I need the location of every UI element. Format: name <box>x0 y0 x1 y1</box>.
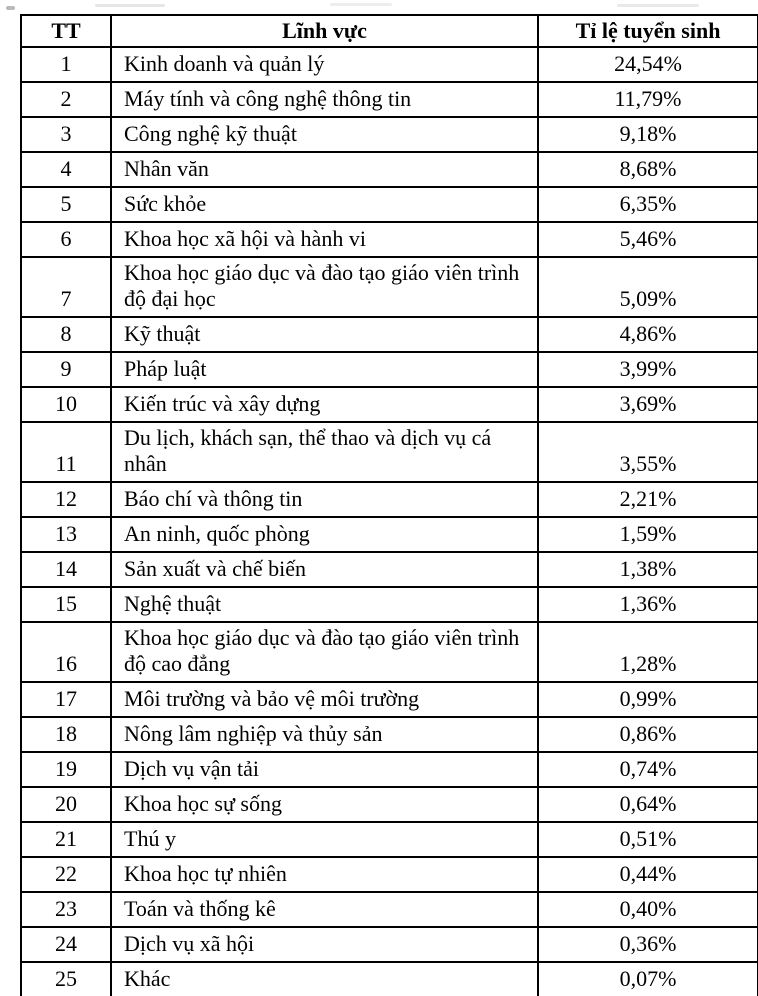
enrollment-rate: 6,35% <box>538 187 758 222</box>
table-row-15 <box>21 587 758 622</box>
row-number: 24 <box>21 927 111 962</box>
enrollment-rate: 11,79% <box>538 82 758 117</box>
row-number: 9 <box>21 352 111 387</box>
field-name: Toán và thống kê <box>111 892 538 927</box>
row-number: 17 <box>21 682 111 717</box>
row-number: 7 <box>21 257 111 317</box>
enrollment-rate: 0,44% <box>538 857 758 892</box>
row-number: 12 <box>21 482 111 517</box>
enrollment-rate: 4,86% <box>538 317 758 352</box>
scan-artifact <box>6 6 15 10</box>
field-name: Pháp luật <box>111 352 538 387</box>
enrollment-rate: 0,74% <box>538 752 758 787</box>
enrollment-rate: 0,99% <box>538 682 758 717</box>
field-name: Dịch vụ vận tải <box>111 752 538 787</box>
field-name: An ninh, quốc phòng <box>111 517 538 552</box>
field-name: Khoa học giáo dục và đào tạo giáo viên trình độ cao đẳng <box>111 622 538 682</box>
row-number: 14 <box>21 552 111 587</box>
enrollment-rate: 8,68% <box>538 152 758 187</box>
enrollment-rate: 2,21% <box>538 482 758 517</box>
enrollment-rate: 9,18% <box>538 117 758 152</box>
row-number: 8 <box>21 317 111 352</box>
table-row-2 <box>21 82 758 117</box>
field-name: Khoa học sự sống <box>111 787 538 822</box>
enrollment-rate: 1,59% <box>538 517 758 552</box>
table-body <box>21 47 758 996</box>
row-number: 6 <box>21 222 111 257</box>
field-name: Thú y <box>111 822 538 857</box>
enrollment-rate: 5,09% <box>538 257 758 317</box>
enrollment-rate: 0,51% <box>538 822 758 857</box>
enrollment-rate: 1,36% <box>538 587 758 622</box>
field-name: Báo chí và thông tin <box>111 482 538 517</box>
table-row-12 <box>21 482 758 517</box>
field-name: Sức khỏe <box>111 187 538 222</box>
table-row-20 <box>21 787 758 822</box>
header-row <box>21 15 758 47</box>
enrollment-rate: 3,69% <box>538 387 758 422</box>
row-number: 21 <box>21 822 111 857</box>
enrollment-rate: 3,55% <box>538 422 758 482</box>
field-name: Du lịch, khách sạn, thể thao và dịch vụ cá nhân <box>111 422 538 482</box>
enrollment-rate: 1,28% <box>538 622 758 682</box>
scan-artifact <box>95 4 165 7</box>
table-row-1 <box>21 47 758 82</box>
table-row-16 <box>21 622 758 682</box>
column-header-tt: TT <box>21 15 111 47</box>
enrollment-rate: 0,36% <box>538 927 758 962</box>
field-name: Máy tính và công nghệ thông tin <box>111 82 538 117</box>
row-number: 1 <box>21 47 111 82</box>
table-row-6 <box>21 222 758 257</box>
row-number: 22 <box>21 857 111 892</box>
table-row-19 <box>21 752 758 787</box>
enrollment-rate: 3,99% <box>538 352 758 387</box>
row-number: 16 <box>21 622 111 682</box>
row-number: 13 <box>21 517 111 552</box>
enrollment-rate: 1,38% <box>538 552 758 587</box>
table-row-11 <box>21 422 758 482</box>
table-row-9 <box>21 352 758 387</box>
field-name: Kiến trúc và xây dựng <box>111 387 538 422</box>
field-name: Công nghệ kỹ thuật <box>111 117 538 152</box>
field-name: Sản xuất và chế biến <box>111 552 538 587</box>
table-row-24 <box>21 927 758 962</box>
field-name: Khoa học xã hội và hành vi <box>111 222 538 257</box>
table-row-21 <box>21 822 758 857</box>
table-row-18 <box>21 717 758 752</box>
field-name: Nghệ thuật <box>111 587 538 622</box>
row-number: 4 <box>21 152 111 187</box>
row-number: 11 <box>21 422 111 482</box>
column-header-field: Lĩnh vực <box>111 15 538 47</box>
table-row-13 <box>21 517 758 552</box>
enrollment-rate: 5,46% <box>538 222 758 257</box>
enrollment-rate: 0,64% <box>538 787 758 822</box>
field-name: Dịch vụ xã hội <box>111 927 538 962</box>
field-name: Kinh doanh và quản lý <box>111 47 538 82</box>
enrollment-rate: 0,40% <box>538 892 758 927</box>
row-number: 19 <box>21 752 111 787</box>
enrollment-rate: 24,54% <box>538 47 758 82</box>
table-row-25 <box>21 962 758 996</box>
table-row-23 <box>21 892 758 927</box>
field-name: Khoa học giáo dục và đào tạo giáo viên trình độ đại học <box>111 257 538 317</box>
row-number: 18 <box>21 717 111 752</box>
table-row-5 <box>21 187 758 222</box>
row-number: 25 <box>21 962 111 996</box>
row-number: 3 <box>21 117 111 152</box>
table-row-14 <box>21 552 758 587</box>
scan-artifact <box>617 4 699 7</box>
field-name: Kỹ thuật <box>111 317 538 352</box>
table-row-7 <box>21 257 758 317</box>
scan-artifact <box>330 3 392 6</box>
table-row-22 <box>21 857 758 892</box>
field-name: Khoa học tự nhiên <box>111 857 538 892</box>
enrollment-rate-table <box>20 14 758 996</box>
field-name: Nông lâm nghiệp và thủy sản <box>111 717 538 752</box>
table-row-8 <box>21 317 758 352</box>
field-name: Môi trường và bảo vệ môi trường <box>111 682 538 717</box>
field-name: Khác <box>111 962 538 996</box>
table-row-4 <box>21 152 758 187</box>
row-number: 23 <box>21 892 111 927</box>
enrollment-rate: 0,86% <box>538 717 758 752</box>
table-row-17 <box>21 682 758 717</box>
row-number: 20 <box>21 787 111 822</box>
table-row-3 <box>21 117 758 152</box>
enrollment-rate: 0,07% <box>538 962 758 996</box>
row-number: 10 <box>21 387 111 422</box>
row-number: 2 <box>21 82 111 117</box>
table-row-10 <box>21 387 758 422</box>
field-name: Nhân văn <box>111 152 538 187</box>
column-header-rate: Tỉ lệ tuyển sinh <box>538 15 758 47</box>
row-number: 15 <box>21 587 111 622</box>
row-number: 5 <box>21 187 111 222</box>
